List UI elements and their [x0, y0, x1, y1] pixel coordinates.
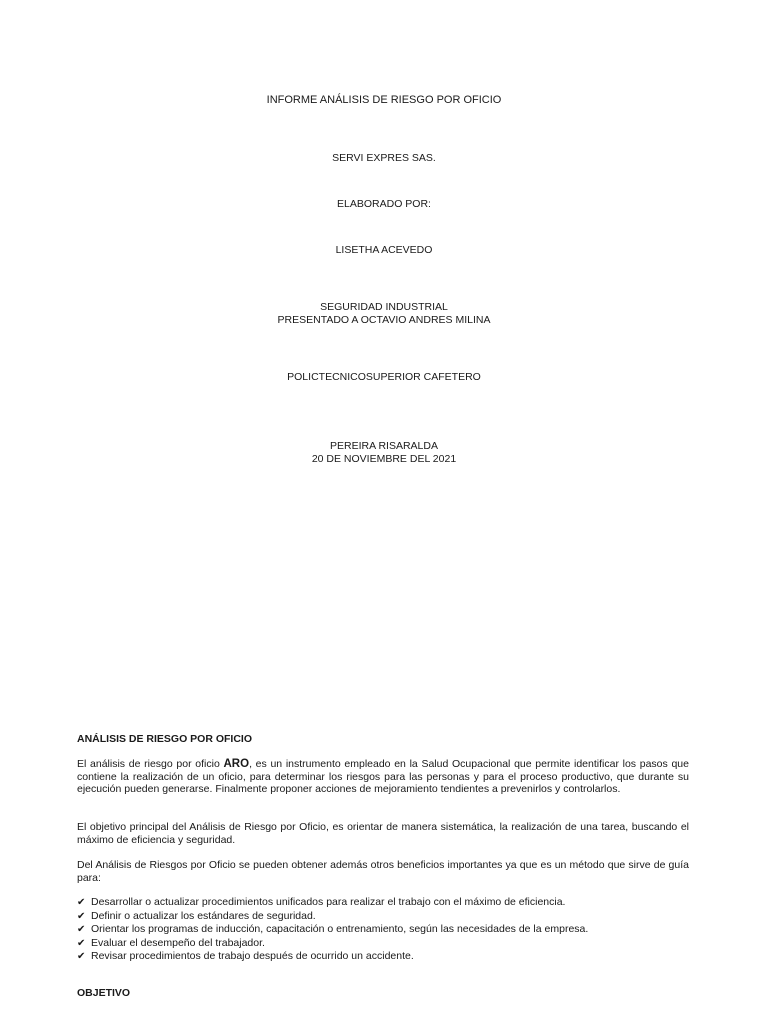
author-name: LISETHA ACEVEDO [335, 244, 433, 256]
intro-text-pre: El análisis de riesgo por oficio [77, 758, 224, 770]
section-heading: ANÁLISIS DE RIESGO POR OFICIO [77, 733, 253, 745]
objective-heading: OBJETIVO [77, 987, 131, 999]
cover-title: INFORME ANÁLISIS DE RIESGO POR OFICIO [266, 94, 502, 106]
list-item: ✔ Definir o actualizar los estándares de seguridad. [77, 909, 316, 922]
check-mark-icon: ✔ [77, 924, 86, 936]
check-mark-icon: ✔ [77, 897, 86, 908]
intro-paragraph [77, 758, 689, 796]
check-mark-icon: ✔ [77, 937, 86, 949]
list-item: ✔ Desarrollar o actualizar procedimientos unificados para realizar el trabajo con el máximo de eficiencia. [77, 896, 566, 908]
list-item: ✔ Orientar los programas de inducción, capacitación o entrenamiento, según las necesidades de la empresa. [77, 923, 589, 936]
benefits-paragraph: Del Análisis de Riesgos por Oficio se pueden obtener además otros beneficios importantes ya que es un método que sirve de guía para: [77, 859, 689, 884]
list-item: ✔ Revisar procedimientos de trabajo después de ocurrido un accidente. [77, 950, 414, 963]
company-name: SERVI EXPRES SAS. [332, 152, 436, 164]
list-item: ✔ Evaluar el desempeño del trabajador. [77, 936, 265, 949]
benefits-list [77, 896, 697, 964]
objective-paragraph: El objetivo principal del Análisis de Riesgo por Oficio, es orientar de manera sistemática, la realización de una tarea, buscando el máximo de eficiencia y seguridad. [77, 821, 689, 846]
check-mark-icon: ✔ [77, 910, 86, 922]
check-mark-icon: ✔ [77, 951, 86, 963]
prepared-by-label: ELABORADO POR: [337, 198, 431, 210]
subject-name: SEGURIDAD INDUSTRIAL [320, 301, 448, 313]
intro-text-post: , es un instrumento empleado en la Salud Ocupacional que permite identificar los pasos que contiene la realización de un oficio, para determinar los riesgos para las personas y para el proceso productivo, que durante su ejecución pueden generarse. Finalmente proponer acciones de mejoramiento tendientes a prevenirlos y controlarlos. [77, 758, 689, 796]
aro-acronym: ARO [223, 758, 250, 770]
presented-to: PRESENTADO A OCTAVIO ANDRES MILINA [277, 314, 491, 326]
document-date: 20 DE NOVIEMBRE DEL 2021 [311, 453, 457, 465]
city-name: PEREIRA RISARALDA [330, 440, 438, 452]
institution-name: POLICTECNICOSUPERIOR CAFETERO [287, 371, 481, 383]
